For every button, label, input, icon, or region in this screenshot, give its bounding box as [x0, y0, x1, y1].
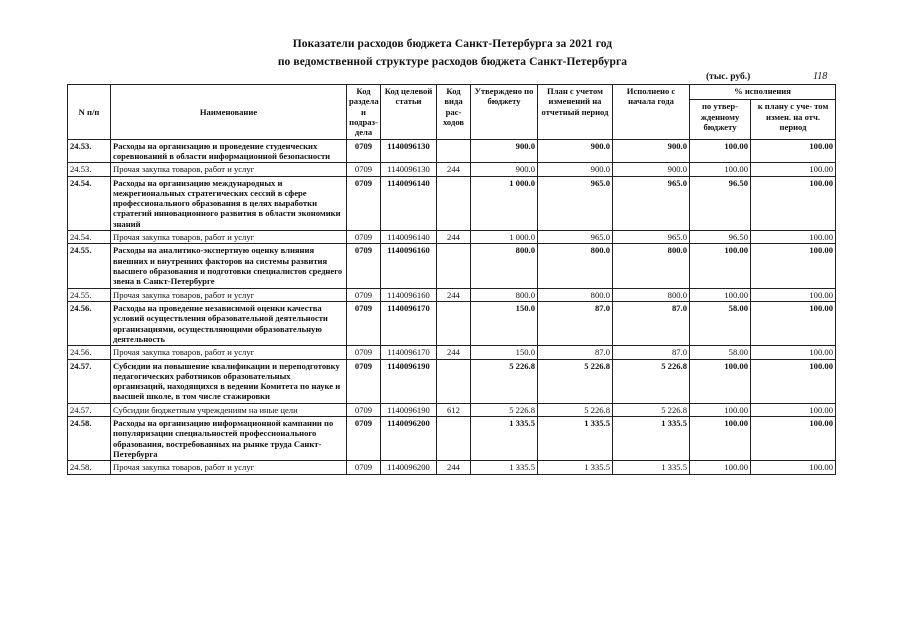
- cell-approved: 800.0: [471, 244, 538, 288]
- cell-target: 1140096160: [381, 244, 437, 288]
- table-row: [68, 139, 836, 163]
- header-plan: План с учетом изменений на отчетный период: [538, 85, 613, 140]
- cell-name: Прочая закупка товаров, работ и услуг: [111, 288, 347, 301]
- page-number: 118: [813, 71, 828, 82]
- cell-pct-plan: 100.00: [751, 231, 836, 244]
- cell-plan: 5 226.8: [538, 403, 613, 416]
- cell-target: 1140096200: [381, 417, 437, 461]
- cell-pct-plan: 100.00: [751, 346, 836, 359]
- cell-name: Субсидии на повышение квалификации и переподготовку педагогических работников образовательных организаций, находящихся в ведении Комитета по науке и высшей школе, в том числе стажировки: [111, 359, 347, 403]
- cell-name: Прочая закупка товаров, работ и услуг: [111, 231, 347, 244]
- cell-target: 1140096170: [381, 301, 437, 345]
- cell-plan: 1 335.5: [538, 461, 613, 474]
- cell-name: Субсидии бюджетным учреждениям на иные цели: [111, 403, 347, 416]
- cell-target: 1140096170: [381, 346, 437, 359]
- report-title-line1: Показатели расходов бюджета Санкт-Петербурга за 2021 год: [292, 38, 613, 50]
- cell-type: 244: [437, 288, 471, 301]
- cell-num: 24.58.: [68, 461, 111, 474]
- cell-pct-plan: 100.00: [751, 301, 836, 345]
- cell-num: 24.58.: [68, 417, 111, 461]
- cell-num: 24.56.: [68, 346, 111, 359]
- cell-plan: 87.0: [538, 346, 613, 359]
- table-row: [68, 176, 836, 231]
- cell-plan: 900.0: [538, 163, 613, 176]
- cell-approved: 1 000.0: [471, 176, 538, 231]
- cell-approved: 900.0: [471, 163, 538, 176]
- cell-type: 612: [437, 403, 471, 416]
- cell-type: [437, 176, 471, 231]
- cell-target: 1140096140: [381, 176, 437, 231]
- cell-plan: 800.0: [538, 288, 613, 301]
- cell-num: 24.54.: [68, 231, 111, 244]
- cell-executed: 965.0: [613, 231, 690, 244]
- cell-pct-budget: 100.00: [690, 417, 751, 461]
- cell-pct-plan: 100.00: [751, 417, 836, 461]
- cell-section: 0709: [347, 301, 381, 345]
- cell-executed: 87.0: [613, 301, 690, 345]
- cell-name: Расходы на организацию и проведение студенческих соревнований в области информационной безопасности: [111, 139, 347, 163]
- cell-pct-plan: 100.00: [751, 163, 836, 176]
- cell-type: 244: [437, 163, 471, 176]
- cell-num: 24.57.: [68, 359, 111, 403]
- cell-pct-budget: 58.00: [690, 346, 751, 359]
- cell-target: 1140096140: [381, 231, 437, 244]
- cell-pct-plan: 100.00: [751, 359, 836, 403]
- cell-target: 1140096130: [381, 139, 437, 163]
- cell-target: 1140096200: [381, 461, 437, 474]
- table-row: [68, 461, 836, 474]
- cell-type: [437, 301, 471, 345]
- cell-plan: 900.0: [538, 139, 613, 163]
- cell-plan: 87.0: [538, 301, 613, 345]
- cell-executed: 800.0: [613, 288, 690, 301]
- cell-plan: 800.0: [538, 244, 613, 288]
- cell-approved: 1 335.5: [471, 417, 538, 461]
- table-row: [68, 346, 836, 359]
- cell-type: [437, 244, 471, 288]
- cell-plan: 965.0: [538, 176, 613, 231]
- header-executed: Исполнено с начала года: [613, 85, 690, 140]
- cell-section: 0709: [347, 359, 381, 403]
- cell-approved: 1 335.5: [471, 461, 538, 474]
- header-pct-plan: к плану с уче- том измен. на отч. период: [751, 100, 836, 139]
- cell-executed: 87.0: [613, 346, 690, 359]
- header-section: Код раздела и подраз- дела: [347, 85, 381, 140]
- cell-pct-budget: 58.00: [690, 301, 751, 345]
- cell-executed: 965.0: [613, 176, 690, 231]
- table-row: [68, 301, 836, 345]
- cell-name: Расходы на проведение независимой оценки качества условий осуществления образовательной деятельности организациями, осуществляющими образовательную деятельность: [111, 301, 347, 345]
- table-row: [68, 231, 836, 244]
- table-row: [68, 417, 836, 461]
- cell-pct-budget: 100.00: [690, 461, 751, 474]
- cell-name: Прочая закупка товаров, работ и услуг: [111, 163, 347, 176]
- cell-section: 0709: [347, 461, 381, 474]
- cell-pct-budget: 100.00: [690, 163, 751, 176]
- header-target: Код целевой статьи: [381, 85, 437, 140]
- cell-approved: 900.0: [471, 139, 538, 163]
- cell-pct-plan: 100.00: [751, 461, 836, 474]
- header-num: N п/п: [68, 85, 111, 140]
- cell-name: Расходы на организацию международных и межрегиональных стратегических сессий в сфере профессионального образования в целях выработки стратегий инновационного развития в области экономики знаний: [111, 176, 347, 231]
- budget-table: [67, 84, 836, 475]
- cell-pct-budget: 96.50: [690, 231, 751, 244]
- table-row: [68, 359, 836, 403]
- cell-section: 0709: [347, 139, 381, 163]
- cell-approved: 800.0: [471, 288, 538, 301]
- units-label: (тыс. руб.): [706, 72, 751, 82]
- cell-num: 24.57.: [68, 403, 111, 416]
- table-row: [68, 288, 836, 301]
- cell-approved: 5 226.8: [471, 403, 538, 416]
- cell-pct-plan: 100.00: [751, 288, 836, 301]
- cell-pct-plan: 100.00: [751, 176, 836, 231]
- cell-plan: 5 226.8: [538, 359, 613, 403]
- cell-num: 24.56.: [68, 301, 111, 345]
- cell-type: 244: [437, 346, 471, 359]
- cell-executed: 900.0: [613, 139, 690, 163]
- cell-pct-budget: 100.00: [690, 139, 751, 163]
- cell-target: 1140096130: [381, 163, 437, 176]
- cell-num: 24.53.: [68, 139, 111, 163]
- table-row: [68, 244, 836, 288]
- cell-pct-budget: 100.00: [690, 244, 751, 288]
- cell-pct-budget: 100.00: [690, 403, 751, 416]
- cell-approved: 150.0: [471, 301, 538, 345]
- cell-num: 24.53.: [68, 163, 111, 176]
- header-pct-budget: по утвер- жденному бюджету: [690, 100, 751, 139]
- cell-section: 0709: [347, 417, 381, 461]
- cell-executed: 900.0: [613, 163, 690, 176]
- cell-type: [437, 139, 471, 163]
- cell-type: [437, 417, 471, 461]
- cell-pct-budget: 100.00: [690, 359, 751, 403]
- cell-approved: 150.0: [471, 346, 538, 359]
- cell-name: Прочая закупка товаров, работ и услуг: [111, 461, 347, 474]
- cell-plan: 1 335.5: [538, 417, 613, 461]
- cell-section: 0709: [347, 244, 381, 288]
- cell-num: 24.55.: [68, 288, 111, 301]
- cell-name: Расходы на организацию информационной кампании по популяризации специальностей профессионального образования, востребованных на рынке труда Санкт-Петербурга: [111, 417, 347, 461]
- cell-type: 244: [437, 461, 471, 474]
- cell-approved: 5 226.8: [471, 359, 538, 403]
- cell-executed: 1 335.5: [613, 461, 690, 474]
- cell-executed: 5 226.8: [613, 359, 690, 403]
- cell-section: 0709: [347, 403, 381, 416]
- cell-executed: 5 226.8: [613, 403, 690, 416]
- cell-pct-budget: 100.00: [690, 288, 751, 301]
- cell-target: 1140096190: [381, 359, 437, 403]
- cell-section: 0709: [347, 346, 381, 359]
- cell-section: 0709: [347, 163, 381, 176]
- cell-section: 0709: [347, 176, 381, 231]
- cell-pct-plan: 100.00: [751, 139, 836, 163]
- header-percent: % исполнения: [690, 85, 836, 100]
- cell-section: 0709: [347, 231, 381, 244]
- cell-type: 244: [437, 231, 471, 244]
- cell-executed: 800.0: [613, 244, 690, 288]
- cell-type: [437, 359, 471, 403]
- report-title-line2: по ведомственной структуре расходов бюджета Санкт-Петербурга: [277, 56, 628, 68]
- cell-section: 0709: [347, 288, 381, 301]
- cell-num: 24.55.: [68, 244, 111, 288]
- cell-plan: 965.0: [538, 231, 613, 244]
- cell-name: Расходы на аналитико-экспертную оценку влияния внешних и внутренних факторов на системы развития высшего образования и подготовки специалистов среднего звена в Санкт-Петербурге: [111, 244, 347, 288]
- cell-pct-budget: 96.50: [690, 176, 751, 231]
- header-approved: Утверждено по бюджету: [471, 85, 538, 140]
- header-type: Код вида рас- ходов: [437, 85, 471, 140]
- cell-pct-plan: 100.00: [751, 244, 836, 288]
- table-row: [68, 403, 836, 416]
- cell-pct-plan: 100.00: [751, 403, 836, 416]
- cell-approved: 1 000.0: [471, 231, 538, 244]
- cell-target: 1140096190: [381, 403, 437, 416]
- cell-executed: 1 335.5: [613, 417, 690, 461]
- cell-target: 1140096160: [381, 288, 437, 301]
- cell-name: Прочая закупка товаров, работ и услуг: [111, 346, 347, 359]
- cell-num: 24.54.: [68, 176, 111, 231]
- table-row: [68, 163, 836, 176]
- header-name: Наименование: [111, 85, 347, 140]
